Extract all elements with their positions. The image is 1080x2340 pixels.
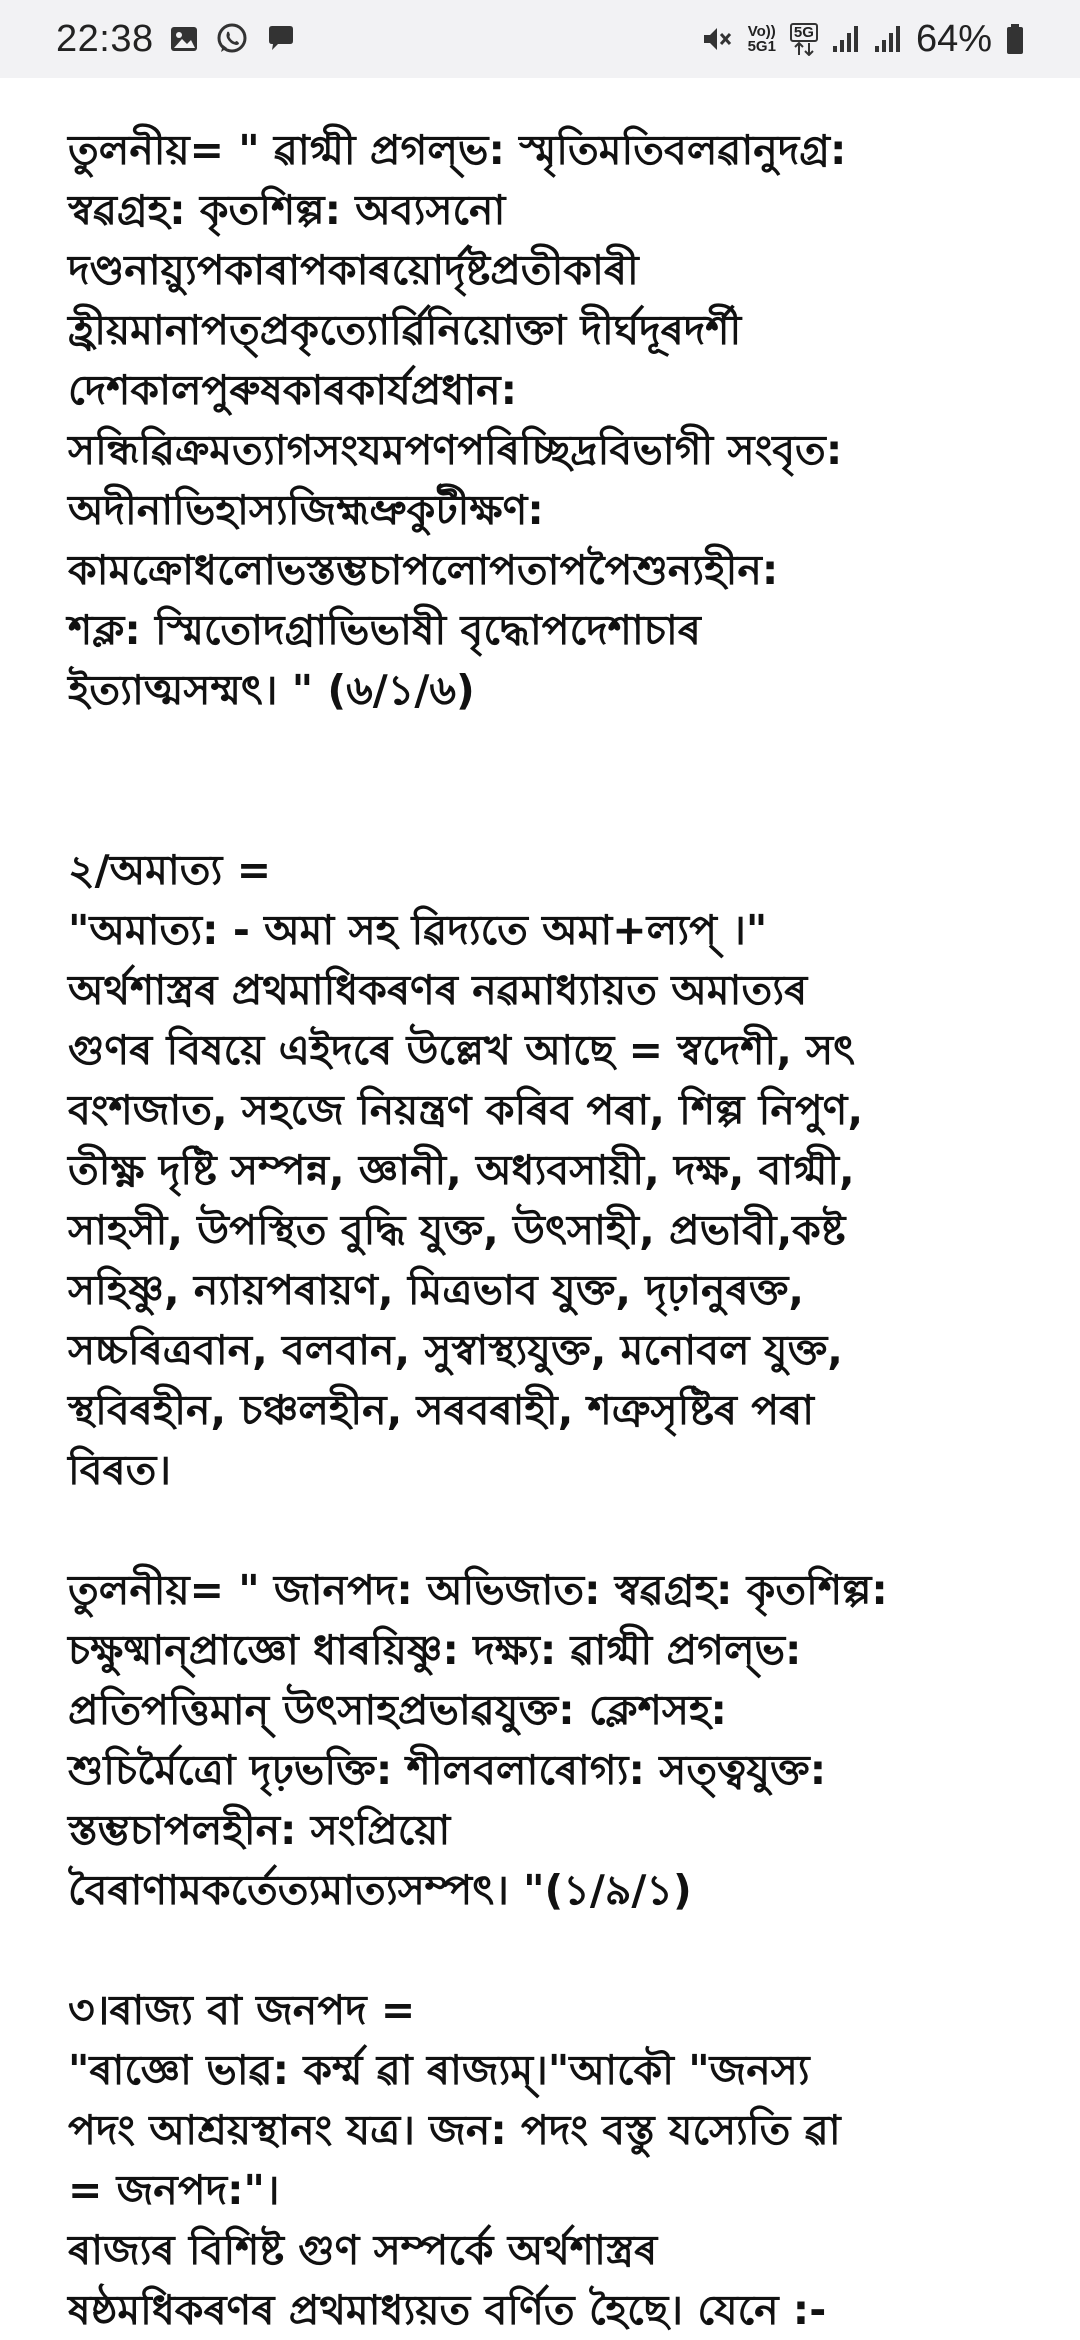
status-bar bbox=[0, 0, 1080, 78]
status-bar-right bbox=[700, 18, 1024, 61]
clock: 22:38 bbox=[56, 17, 154, 60]
battery-icon bbox=[1006, 23, 1024, 55]
section-heading-rajya: ৩।ৰাজ্য বা জনপদ = bbox=[68, 1986, 416, 2034]
whatsapp-icon bbox=[214, 21, 250, 57]
chat-bubble-icon bbox=[264, 23, 298, 55]
rajya-paragraph: "ৰাজ্ঞো ভাৱ: কৰ্ম্ম ৱা ৰাজ্যম্।"আকৌ "জনস্য পদং আশ্ৰয়স্থানং যত্ৰ। জন: পদং বস্তু যস্যেতি ৱা = জনপদ:"। ৰাজ্যৰ বিশিষ্ট গুণ সম্পৰ্কে অৰ্থশাস্ত্ৰৰ ষষ্ঠমধিকৰণৰ প্ৰথমাধ্যয়ত বৰ্ণিত হৈছে। যেনে :- bbox=[68, 2046, 841, 2334]
battery-percent: 64% bbox=[915, 17, 992, 60]
signal-icon bbox=[874, 24, 902, 54]
document-content bbox=[68, 120, 1028, 2340]
volte-icon: Vo)) 5G1 bbox=[747, 23, 776, 55]
status-bar-left bbox=[56, 18, 298, 61]
section-heading-amatya: ২/অমাত্য = bbox=[68, 846, 272, 894]
mute-icon bbox=[700, 23, 734, 55]
signal-icon bbox=[832, 24, 860, 54]
data-5g-icon: 5G bbox=[790, 23, 818, 56]
comparison-paragraph-1: তুলনীয়= " ৱাগ্মী প্ৰগল্ভ: স্মৃতিমতিবলৱানুদগ্ৰ: স্বৱগ্ৰহ: কৃতশিল্প: অব্যসনো দণ্ডনায়্যুপকাৰাপকাৰয়োৰ্দৃষ্টপ্ৰতীকাৰী হ্ৰীয়মানাপত্প্ৰকৃত্যোৰ্ৱিনিয়োক্তা দীৰ্ঘদূৰদৰ্শী দেশকালপুৰুষকাৰকাৰ্যপ্ৰধান: সন্ধিৱিক্ৰমত্যাগসংযমপণপৰিচ্ছিদ্ৰবিভাগী সংবৃত: অদীনাভিহাস্যজিহ্মভ্ৰুকুটীক্ষণ: কামক্ৰোধলোভস্তম্ভচাপলোপতাপপৈশুন্যহীন: শক্ল: স্মিতোদগ্ৰাভিভাষী বৃদ্ধোপদেশাচাৰ ইত্যাত্মসম্মৎ। " (৬/১/৬) bbox=[68, 126, 847, 714]
comparison-paragraph-2: তুলনীয়= " জানপদ: অভিজাত: স্বৱগ্ৰহ: কৃতশিল্প: চক্ষুষ্মান্প্ৰাজ্ঞো ধাৰয়িষ্ণু: দক্ষ্য: ৱাগ্মী প্ৰগল্ভ: প্ৰতিপত্তিমান্ উৎসাহপ্ৰভাৱযুক্ত: ক্লেশসহ: শুচিৰ্মৈত্ৰো দৃঢ়ভক্তি: শীলবলাৰোগ্য: সত্ত্বযুক্ত: স্তম্ভচাপলহীন: সংপ্ৰিয়ো বৈৰাণামকৰ্তেত্যমাত্যসম্পৎ। "(১/৯/১) bbox=[68, 1566, 888, 1914]
gallery-icon bbox=[168, 23, 200, 55]
amatya-paragraph: "অমাত্য: - অমা সহ ৱিদ্যতে অমা+ল্যপ্ ।" অৰ্থশাস্ত্ৰৰ প্ৰথমাধিকৰণৰ নৱমাধ্যায়ত অমাত্যৰ গুণৰ বিষয়ে এইদৰে উল্লেখ আছে = স্বদেশী, সৎ বংশজাত, সহজে নিয়ন্ত্ৰণ কৰিব পৰা, শিল্প নিপুণ, তীক্ষ্ণ দৃষ্টি সম্পন্ন, জ্ঞানী, অধ্যবসায়ী, দক্ষ, বাগ্মী, সাহসী, উপস্থিত বুদ্ধি যুক্ত, উৎসাহী, প্ৰভাবী,কষ্ট সহিষ্ণু, ন্যায়পৰায়ণ, মিত্ৰভাব যুক্ত, দৃঢ়ানুৰক্ত, সচ্চৰিত্ৰবান, বলবান, সুস্বাস্থ্যযুক্ত, মনোবল যুক্ত, স্থবিৰহীন, চঞ্চলহীন, সৰবৰাহী, শত্ৰুসৃষ্টিৰ পৰা বিৰত। bbox=[68, 906, 864, 1494]
